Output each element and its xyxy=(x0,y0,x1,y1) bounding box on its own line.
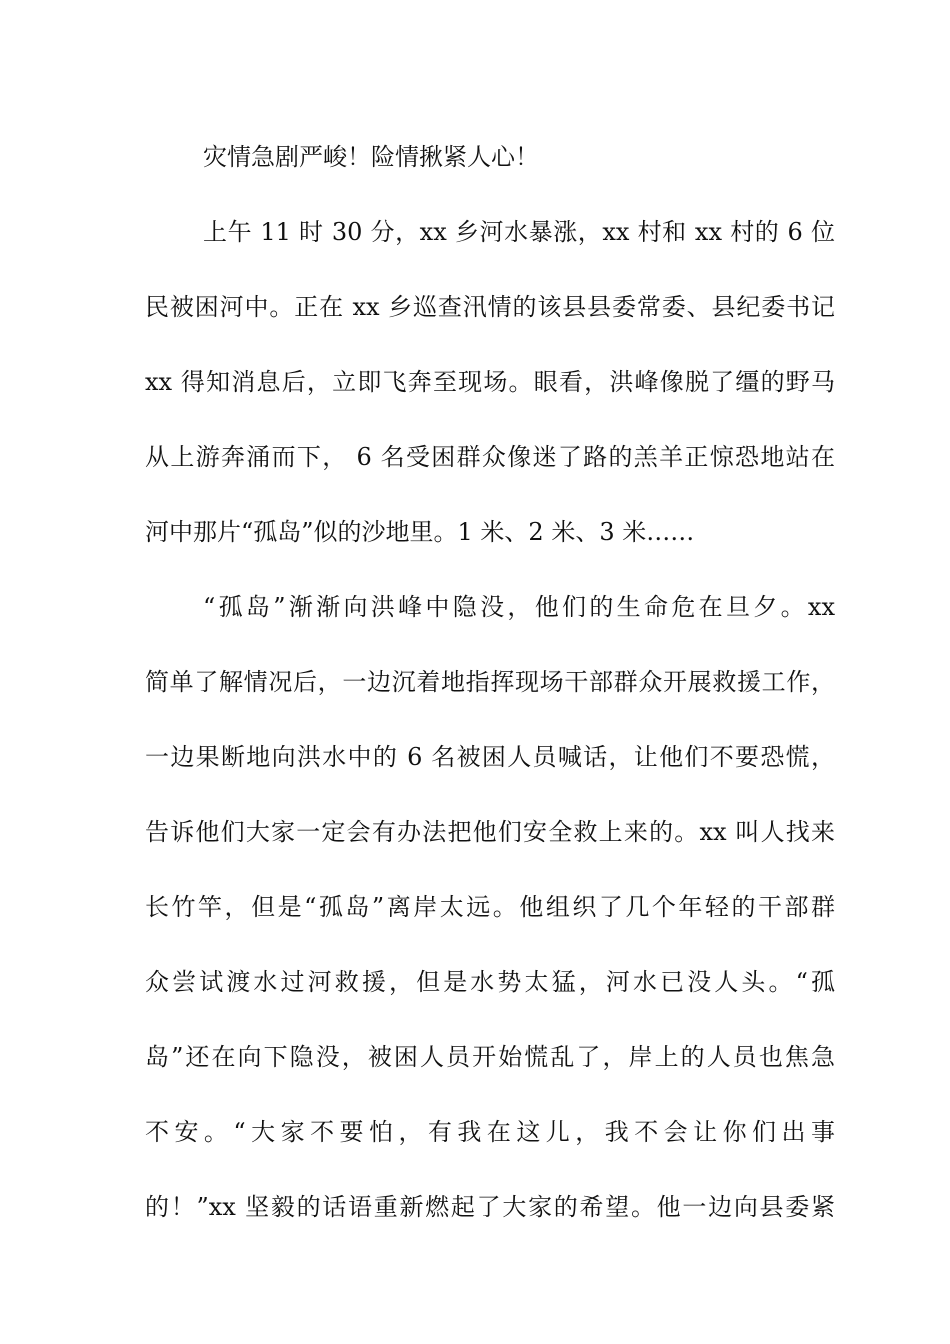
paragraph-line: 上午 11 时 30 分，xx 乡河水暴涨，xx 村和 xx 村的 6 位 xyxy=(203,218,835,246)
paragraph-line: 长竹竿，但是“孤岛”离岸太远。他组织了几个年轻的干部群 xyxy=(145,893,835,921)
paragraph-line: 告诉他们大家一定会有办法把他们安全救上来的。xx 叫人找来 xyxy=(145,818,835,846)
document-body xyxy=(145,120,835,1245)
paragraph-line: “孤岛”渐渐向洪峰中隐没，他们的生命危在旦夕。xx xyxy=(203,593,835,621)
paragraph-line: 岛”还在向下隐没，被困人员开始慌乱了，岸上的人员也焦急 xyxy=(145,1043,835,1071)
paragraph-line: 简单了解情况后，一边沉着地指挥现场干部群众开展救援工作， xyxy=(145,668,835,696)
paragraph-line: 河中那片“孤岛”似的沙地里。1 米、2 米、3 米…… xyxy=(145,518,695,546)
paragraph-line: 民被困河中。正在 xx 乡巡查汛情的该县县委常委、县纪委书记 xyxy=(145,293,835,321)
paragraph-line: 灾情急剧严峻！险情揪紧人心！ xyxy=(203,143,539,171)
paragraph-line: 从上游奔涌而下， 6 名受困群众像迷了路的羔羊正惊恐地站在 xyxy=(145,443,835,471)
paragraph-line: 一边果断地向洪水中的 6 名被困人员喊话，让他们不要恐慌， xyxy=(145,743,835,771)
paragraph-line: 众尝试渡水过河救援，但是水势太猛，河水已没人头。“孤 xyxy=(145,968,835,996)
paragraph-line: xx 得知消息后，立即飞奔至现场。眼看，洪峰像脱了缰的野马 xyxy=(145,368,835,396)
paragraph-line: 不安。“大家不要怕，有我在这儿，我不会让你们出事 xyxy=(145,1118,835,1146)
paragraph-line: 的！”xx 坚毅的话语重新燃起了大家的希望。他一边向县委紧 xyxy=(145,1193,835,1221)
